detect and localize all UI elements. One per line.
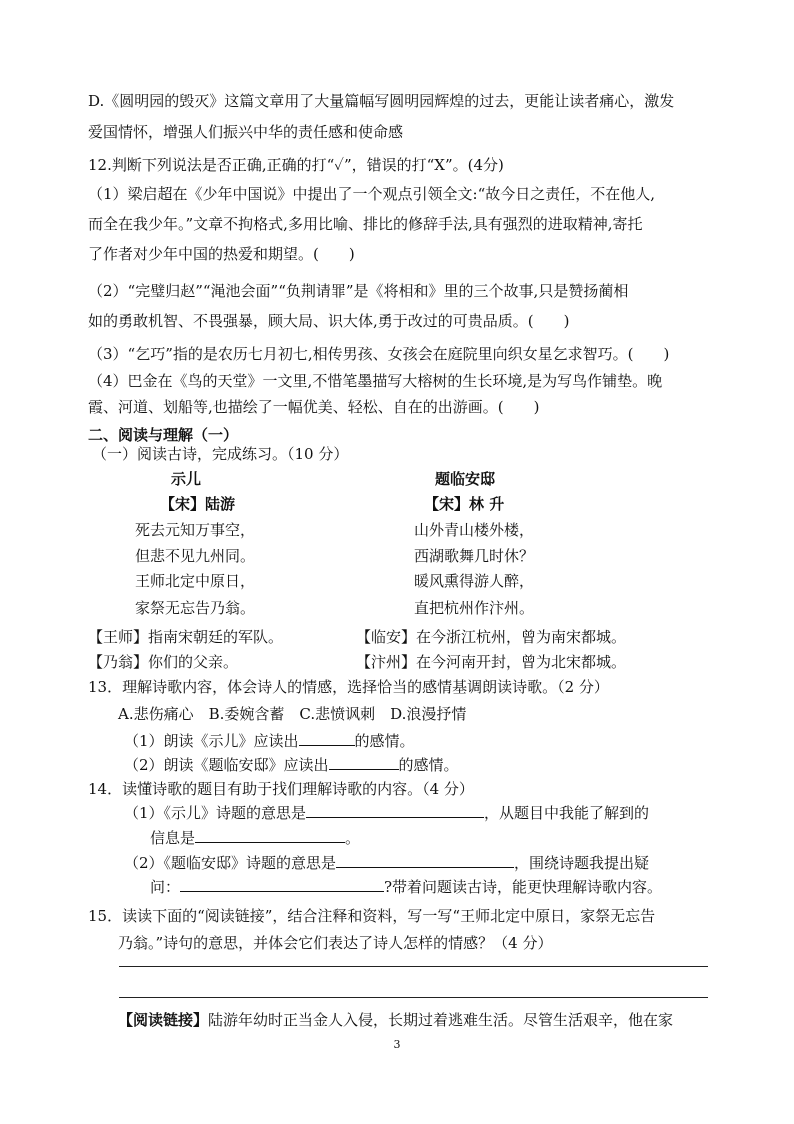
q12-item1-line1: （1）梁启超在《少年中国说》中提出了一个观点引领全文:“故今日之责任，不在他人, (88, 185, 656, 203)
poem-left-verse: 但悲不见九州同。 (135, 547, 256, 565)
reading-link-text: 陆游年幼时正当金人入侵，长期过着逃难生活。尽管生活艰辛，他在家 (208, 1011, 674, 1029)
poem-left-verse: 家祭无忘告乃翁。 (135, 599, 256, 617)
poem-left-verse: 王师北定中原日， (135, 572, 256, 590)
q13-sub1 (124, 729, 415, 752)
answer-blank[interactable] (299, 729, 355, 746)
poem-left-verse: 死去元知万事空， (135, 521, 256, 539)
q12-item2-line2: 如的勇敢机智、不畏强暴，顾大局、识大体,勇于改过的可贵品质。( ) (88, 312, 570, 330)
answer-line[interactable] (119, 966, 708, 967)
q14-sub1-prefix: （1）《示儿》诗题的意思是 (124, 804, 307, 822)
section-heading: 二、阅读与理解（一） (88, 426, 239, 444)
q13-options: A.悲伤痛心 B.委婉含蓄 C.悲愤讽刺 D.浪漫抒情 (118, 705, 467, 723)
answer-blank[interactable] (336, 851, 514, 868)
q14-sub2-line2 (150, 875, 662, 898)
q12-item3: （3）“乞巧”指的是农历七月初七,相传男孩、女孩会在庭院里向织女星乞求智巧。( ) (88, 345, 670, 363)
reading-link (118, 1009, 673, 1031)
option-d-line1: D.《圆明园的毁灭》这篇文章用了大量篇幅写圆明园辉煌的过去，更能让读者痛心，激发 (88, 92, 675, 110)
poem-right-verse: 暖风熏得游人醉， (414, 572, 535, 590)
poem-right-note: 【临安】在今浙江杭州，曾为南宋都城。 (356, 628, 627, 646)
answer-line[interactable] (119, 997, 708, 998)
q12-item4-line1: （4）巴金在《鸟的天堂》一文里,不惜笔墨描写大榕树的生长环境,是为写鸟作铺垫。晚 (88, 372, 663, 390)
q13-sub2-prefix: （2）朗读《题临安邸》应读出 (124, 756, 329, 774)
poem-right-verse: 西湖歌舞几时休？ (414, 547, 535, 565)
page-number: 3 (393, 1038, 401, 1051)
q14-sub2-line2-suffix: ?带着问题读古诗，能更快理解诗歌内容。 (384, 878, 663, 896)
poem-right-note: 【汴州】在今河南开封，曾为北宋都城。 (356, 653, 627, 671)
q13-sub2-suffix: 的感情。 (398, 756, 459, 774)
answer-blank[interactable] (329, 753, 399, 770)
q13-sub1-prefix: （1）朗读《示儿》应读出 (124, 732, 299, 750)
poem-left-author: 【宋】陆游 (160, 495, 236, 513)
poem-right-title: 题临安邸 (435, 470, 496, 488)
question-12-stem: 12.判断下列说法是否正确,正确的打“✓”，错误的打“X”。(4分) (88, 156, 504, 174)
poem-left-note: 【王师】指南宋朝廷的军队。 (88, 628, 284, 646)
poem-right-author: 【宋】林 升 (424, 495, 505, 513)
question-15-line1: 15．读读下面的“阅读链接”，结合注释和资料，写一写“王师北定中原日，家祭无忘告 (88, 907, 656, 925)
q12-item4-line2: 霞、河道、划船等,也描绘了一幅优美、轻松、自在的出游画。( ) (88, 398, 540, 416)
q12-item1-line2: 而全在我少年。”文章不拘格式,多用比喻、排比的修辞手法,具有强烈的进取精神,寄托 (88, 215, 643, 233)
question-15-line2: 乃翁。”诗句的意思，并体会它们表达了诗人怎样的情感？（4 分） (118, 934, 553, 952)
poem-left-note: 【乃翁】你们的父亲。 (88, 653, 239, 671)
q12-item1-line3: 了作者对少年中国的热爱和期望。( ) (88, 245, 355, 263)
q14-sub1-line2-prefix: 信息是 (150, 829, 196, 847)
answer-blank[interactable] (180, 875, 384, 892)
q14-sub1-line1 (124, 801, 649, 824)
poem-right-verse: 直把杭州作汴州。 (414, 599, 535, 617)
subsection-heading: （一）阅读古诗，完成练习。（10 分） (92, 445, 349, 463)
q14-sub1-line2-suffix: 。 (345, 829, 361, 847)
answer-blank[interactable] (195, 826, 345, 843)
option-d-line2: 爱国情怀，增强人们振兴中华的责任感和使命感 (88, 123, 404, 141)
q14-sub1-middle: ，从题目中我能了解到的 (484, 804, 650, 822)
poem-left-title: 示儿 (171, 470, 202, 488)
q14-sub1-line2 (150, 826, 360, 849)
q14-sub2-line2-prefix: 问： (150, 878, 181, 896)
answer-blank[interactable] (306, 801, 484, 818)
poem-right-verse: 山外青山楼外楼， (414, 521, 535, 539)
q13-sub2 (124, 753, 459, 776)
q14-sub2-line1 (124, 851, 649, 874)
question-13-stem: 13．理解诗歌内容，体会诗人的情感，选择恰当的感情基调朗读诗歌。（2 分） (88, 678, 609, 696)
question-14-stem: 14．读懂诗歌的题目有助于找们理解诗歌的内容。（4 分） (88, 780, 474, 798)
q14-sub2-middle: ，围绕诗题我提出疑 (514, 854, 650, 872)
q13-sub1-suffix: 的感情。 (354, 732, 415, 750)
q12-item2-line1: （2）“完璧归赵”“渑池会面”“负荆请罪”是《将相和》里的三个故事,只是赞扬蔺相 (88, 282, 629, 300)
reading-link-label: 【阅读链接】 (118, 1011, 209, 1029)
q14-sub2-prefix: （2）《题临安邸》诗题的意思是 (124, 854, 337, 872)
